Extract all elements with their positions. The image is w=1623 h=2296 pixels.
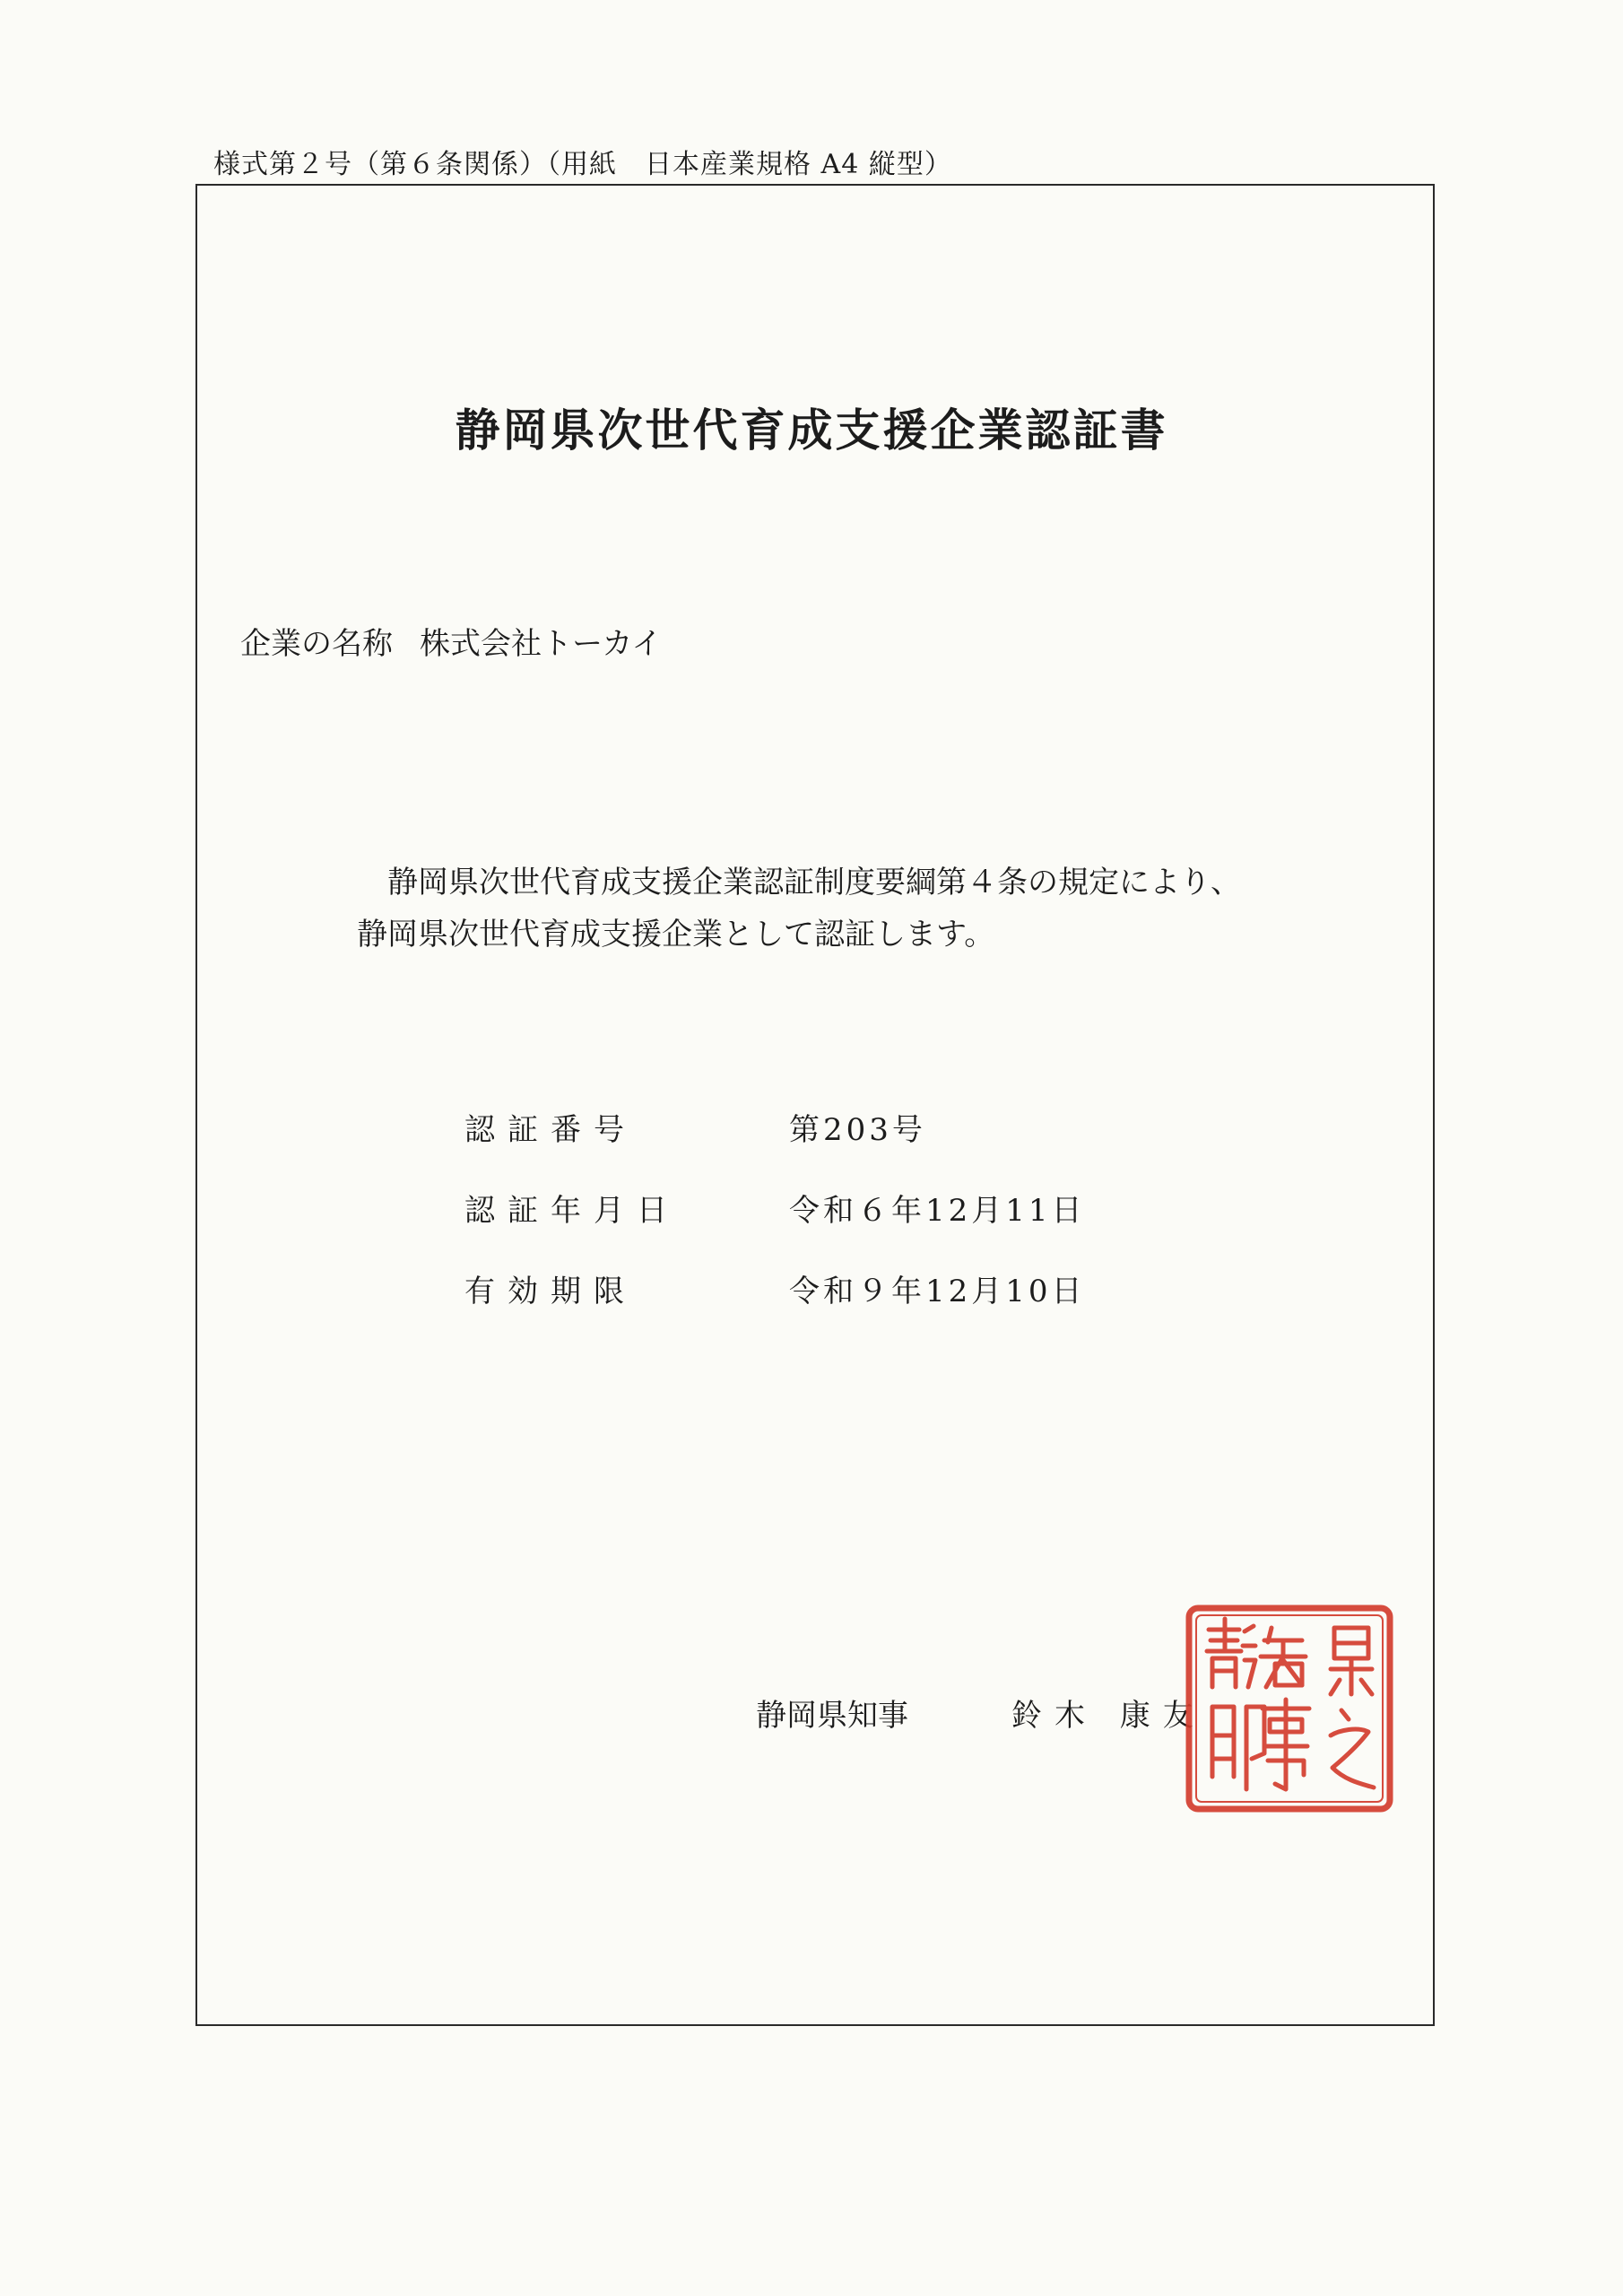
- info-label: 認証年月日: [464, 1193, 680, 1229]
- statement-line-1: 静岡県次世代育成支援企業認証制度要綱第４条の規定により、: [387, 865, 1241, 900]
- signatory-name: 鈴木 康友: [1011, 1698, 1206, 1734]
- statement-line-2: 静岡県次世代育成支援企業として認証します。: [357, 917, 995, 952]
- info-label: 有効期限: [464, 1274, 637, 1309]
- info-label: 認証番号: [464, 1112, 637, 1148]
- company-label: 企業の名称: [240, 626, 393, 662]
- info-value: 令和６年12月11日: [789, 1193, 1086, 1229]
- info-value: 第203号: [789, 1112, 926, 1148]
- info-row-expiry-date: [464, 1266, 1086, 1310]
- certification-statement: [357, 857, 1241, 961]
- info-row-certification-date: [464, 1186, 1086, 1230]
- seal-stamp-icon: [1182, 1601, 1397, 1816]
- official-seal: [1182, 1601, 1397, 1816]
- info-row-certification-number: [464, 1105, 926, 1149]
- company-line: [240, 619, 662, 663]
- info-value: 令和９年12月10日: [789, 1274, 1086, 1309]
- company-name: 株式会社トーカイ: [420, 626, 663, 662]
- form-label: 様式第２号（第６条関係）（用紙 日本産業規格 A4 縦型）: [213, 149, 952, 180]
- signatory-title: 静岡県知事: [756, 1698, 908, 1734]
- certificate-title: 静岡県次世代育成支援企業認証書: [455, 404, 1168, 457]
